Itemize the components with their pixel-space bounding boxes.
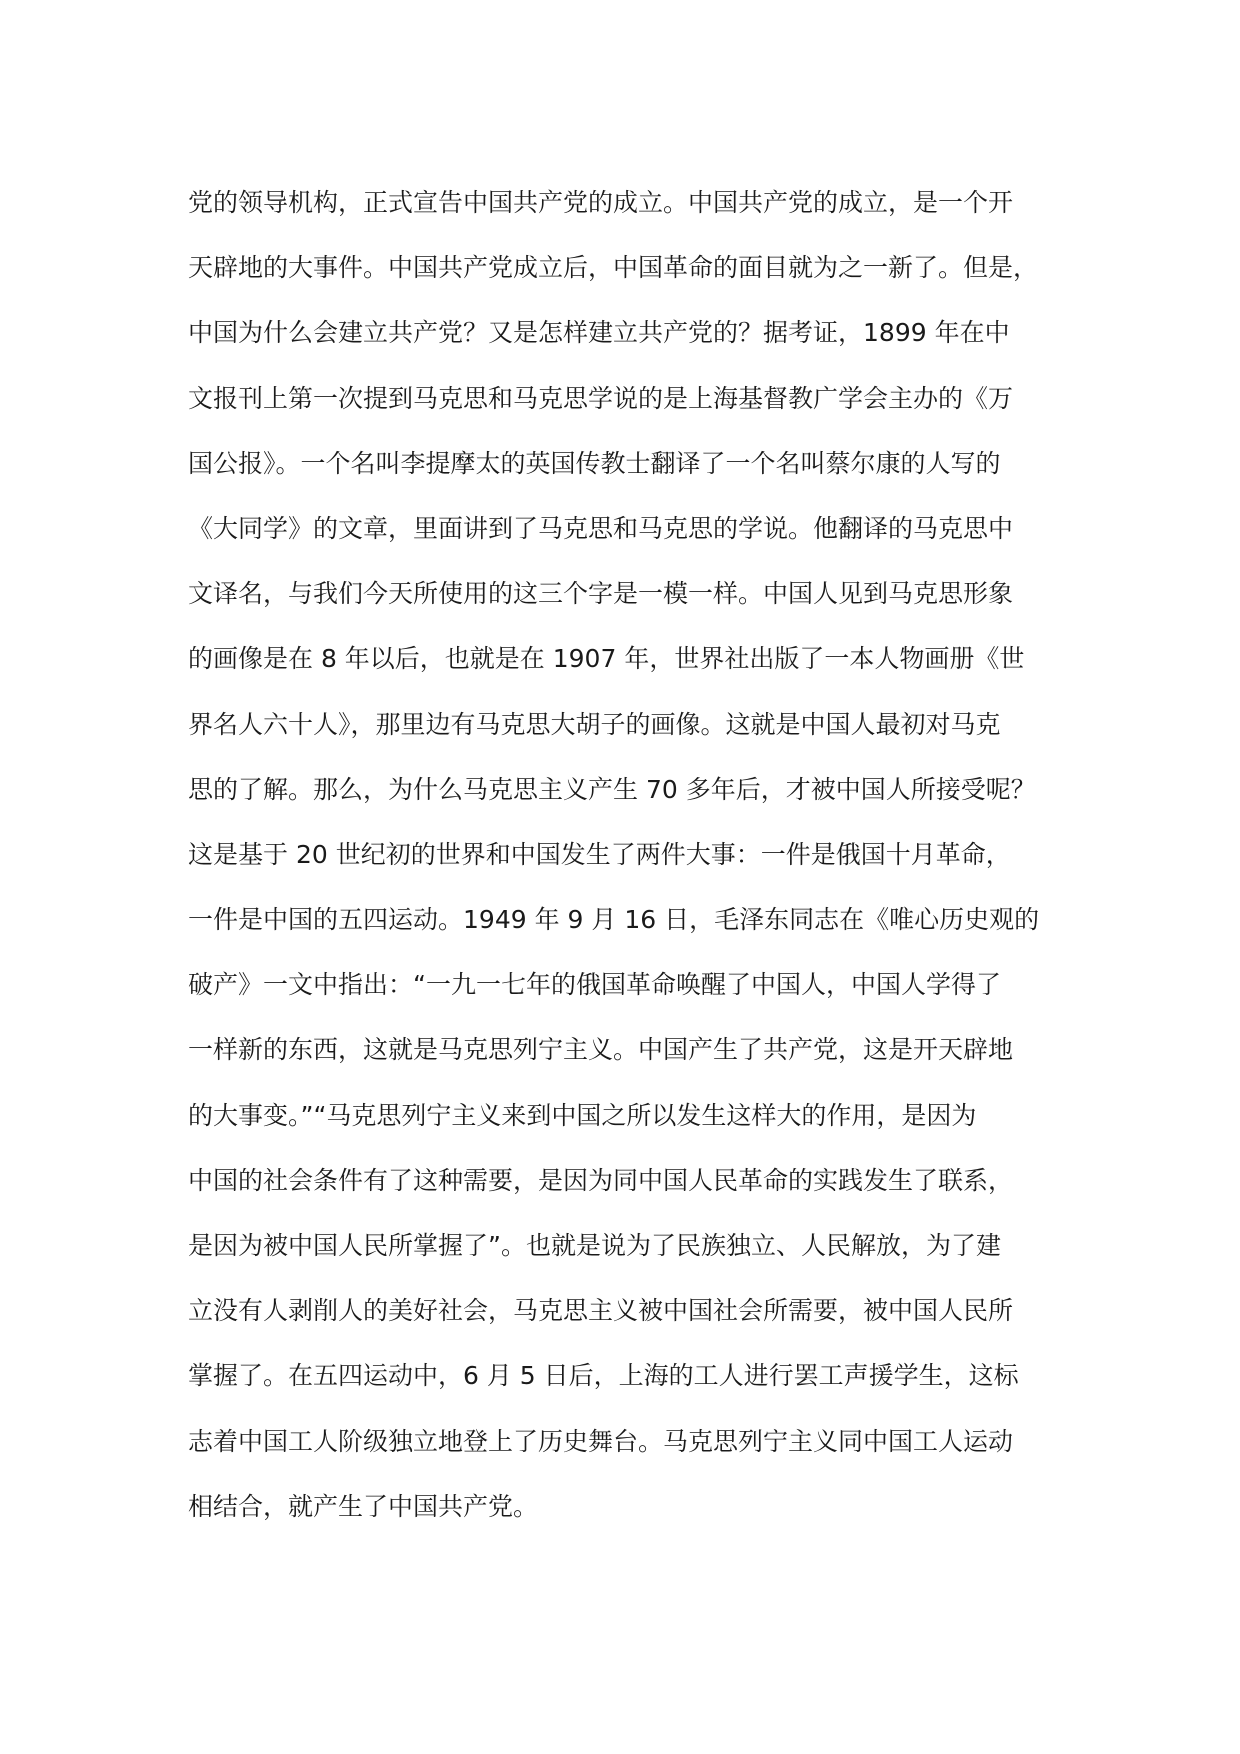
body-text xyxy=(188,170,1088,1539)
text-line: 这是基于 20 世纪初的世界和中国发生了两件大事：一件是俄国十月革命， xyxy=(188,839,1011,869)
text-line: 思的了解。那么，为什么马克思主义产生 70 多年后，才被中国人所接受呢？ xyxy=(188,774,1036,804)
text-line: 的画像是在 8 年以后，也就是在 1907 年，世界社出版了一本人物画册《世 xyxy=(188,644,1025,674)
text-line: 志着中国工人阶级独立地登上了历史舞台。马克思列宁主义同中国工人运动 xyxy=(188,1426,1014,1456)
text-line: 党的领导机构，正式宣告中国共产党的成立。中国共产党的成立，是一个开 xyxy=(188,188,1014,217)
text-line: 国公报》。一个名叫李提摩太的英国传教士翻译了一个名叫蔡尔康的人写的 xyxy=(188,448,1001,478)
text-line: 一样新的东西，这就是马克思列宁主义。中国产生了共产党，这是开天辟地 xyxy=(188,1035,1014,1065)
text-line: 《大同学》的文章，里面讲到了马克思和马克思的学说。他翻译的马克思中 xyxy=(188,513,1014,543)
text-line: 天辟地的大事件。中国共产党成立后，中国革命的面目就为之一新了。但是， xyxy=(188,253,1039,283)
text-line: 中国为什么会建立共产党？又是怎样建立共产党的？据考证，1899 年在中 xyxy=(188,318,1010,348)
text-line: 一件是中国的五四运动。1949 年 9 月 16 日，毛泽东同志在《唯心历史观的 xyxy=(188,905,1040,935)
text-line: 是因为被中国人民所掌握了”。也就是说为了民族独立、人民解放，为了建 xyxy=(188,1231,1001,1260)
text-line: 文译名，与我们今天所使用的这三个字是一模一样。中国人见到马克思形象 xyxy=(188,579,1014,609)
text-line: 立没有人剥削人的美好社会，马克思主义被中国社会所需要，被中国人民所 xyxy=(188,1296,1014,1326)
text-line: 界名人六十人》，那里边有马克思大胡子的画像。这就是中国人最初对马克 xyxy=(188,709,1001,739)
text-line: 中国的社会条件有了这种需要，是因为同中国人民革命的实践发生了联系， xyxy=(188,1165,1014,1195)
text-line: 破产》一文中指出：“一九一七年的俄国革命唤醒了中国人，中国人学得了 xyxy=(188,970,1001,1000)
text-line: 文报刊上第一次提到马克思和马克思学说的是上海基督教广学会主办的《万 xyxy=(188,383,1014,413)
text-line: 相结合，就产生了中国共产党。 xyxy=(188,1491,539,1521)
text-line: 掌握了。在五四运动中，6 月 5 日后，上海的工人进行罢工声援学生，这标 xyxy=(188,1361,1019,1391)
text-line: 的大事变。”“马克思列宁主义来到中国之所以发生这样大的作用，是因为 xyxy=(188,1100,977,1130)
